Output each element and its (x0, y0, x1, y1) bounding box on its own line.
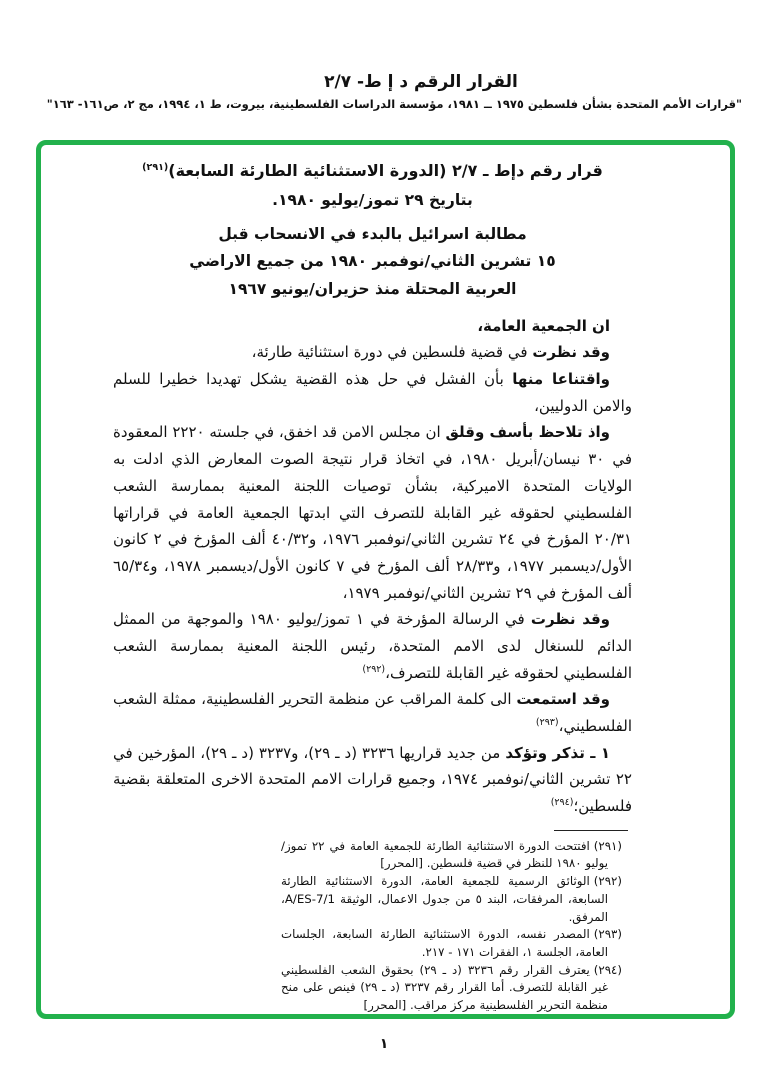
document-header (46, 72, 742, 111)
document-content (113, 157, 632, 1015)
footnote-292-text: الوثائق الرسمية للجمعية العامة، الدورة الاستثنائية الطارئة السابعة، المرفقات، البند ٥ من جدول الاعمال، الوثيقة A/ES-7/1، المرفق. (281, 874, 608, 924)
resolution-heading (113, 157, 632, 185)
resolution-heading-text: قرار رقم دإط ـ ٢/٧ (الدورة الاستثنائية الطارئة السابعة) (168, 161, 603, 180)
subject-line-3: العربية المحتلة منذ حزيران/يونيو ١٩٦٧ (228, 279, 517, 298)
paragraph-preamble-6: وقد استمعت الى كلمة المراقب عن منظمة التحرير الفلسطينية، ممثلة الشعب الفلسطيني،$^{(٢٩٣)}$ (113, 690, 632, 736)
footnote-ref-292: (٢٩٢) (362, 663, 386, 675)
footnote-separator-rule (554, 830, 628, 831)
paragraph-preamble-1: ان الجمعية العامة، (477, 316, 610, 335)
footnote-293 (281, 926, 622, 961)
footnote-ref-293: (٢٩٣) (535, 717, 559, 729)
resolution-date: بتاريخ ٢٩ تموز/يوليو ١٩٨٠. (272, 191, 473, 209)
footnote-291-text: افتتحت الدورة الاستثنائية الطارئة للجمعية العامة في ٢٢ تموز/يوليو ١٩٨٠ للنظر في قضية فلسطين. [المحرر] (281, 838, 608, 871)
footnote-293-number: (٢٩٣) (593, 927, 622, 942)
source-citation-line: "قرارات الأمم المتحدة بشأن فلسطين ١٩٧٥ ــ ١٩٨١، مؤسسة الدراسات الفلسطينية، بيروت، ط ١، ١٩٩٤، مج ٢، ص١٦١- ١٦٣" (46, 97, 742, 111)
footnote-ref-294: (٢٩٤) (550, 797, 574, 809)
resolution-number-title: القرار الرقم د إ ط- ٢/٧ (324, 72, 518, 92)
footnote-291-number: (٢٩١) (593, 838, 622, 853)
paragraph-operative-1: ١ ـ تذكر وتؤكد من جديد قراريها ٣٢٣٦ (د ـ ٢٩)، و٣٢٣٧ (د ـ ٢٩)، المؤرخين في ٢٢ تشرين الثاني/نوفمبر ١٩٧٤، وجميع قرارات الامم المتحدة الاخرى المتعلقة بقضية فلسطين؛$^{(٢٩٤)}$ (113, 743, 632, 816)
footnote-293-text: المصدر نفسه، الدورة الاستثنائية الطارئة السابعة، الجلسات العامة، الجلسة ١، الفقرات ١٧١ - ٢١٧. (281, 927, 608, 959)
footnote-294-text: يعترف القرار رقم ٣٢٣٦ (د ـ ٢٩) بحقوق الشعب الفلسطيني غير القابلة للتصرف. أما القرار رقم ٣٢٣٧ (د ـ ٢٩) فينص على منح منظمة التحرير الفلسطينية مركز مراقب. [المحرر] (281, 962, 608, 1012)
footnote-292-number: (٢٩٢) (593, 874, 622, 889)
footnote-294 (281, 962, 622, 1015)
subject-line-2: ١٥ تشرين الثاني/نوفمبر ١٩٨٠ من جميع الاراضي (189, 252, 556, 271)
footnote-291 (281, 838, 622, 873)
green-border-frame (36, 140, 735, 1019)
footnote-ref-291: (٢٩١) (142, 162, 169, 173)
paragraph-preamble-2: وقد نظرت في قضية فلسطين في دورة استثنائية طارئة، (251, 343, 610, 362)
footnote-292 (281, 873, 622, 926)
page-number: ١ (379, 1036, 389, 1052)
paragraph-preamble-5: وقد نظرت في الرسالة المؤرخة في ١ تموز/يوليو ١٩٨٠ والموجهة من الممثل الدائم للسنغال لدى الامم المتحدة، رئيس اللجنة المعنية بممارسة الشعب الفلسطيني لحقوقه غير القابلة للتصرف،$^{(٢٩٢)}$ (113, 610, 632, 682)
resolution-body (113, 313, 632, 820)
footnotes-block (281, 838, 622, 1015)
resolution-subject (113, 221, 632, 302)
footnote-294-number: (٢٩٤) (593, 962, 622, 977)
paragraph-preamble-4: واذ تلاحظ بأسف وقلق ان مجلس الامن قد اخفق، في جلسته ٢٢٢٠ المعقودة في ٣٠ نيسان/أبريل ١٩٨٠، في اتخاذ قرار نتيجة الصوت المعارض الذي ادلت به الولايات المتحدة الاميركية، بشأن توصيات اللجنة المعنية بممارسة الشعب الفلسطيني لحقوقه غير القابلة للتصرف التي ابدتها الجمعية العامة في قراراتها ٢٠/٣١ المؤرخ في ٢٤ تشرين الثاني/نوفمبر ١٩٧٦، و٤٠/٣٢ ألف المؤرخ في ٢ كانون الأول/ديسمبر ١٩٧٧، و٢٨/٣٣ ألف المؤرخ في ٧ كانون الأول/ديسمبر ١٩٧٨، و٦٥/٣٤ ألف المؤرخ في ٢٩ تشرين الثاني/نوفمبر ١٩٧٩، (113, 423, 632, 602)
subject-line-1: مطالبة اسرائيل بالبدء في الانسحاب قبل (218, 225, 527, 244)
paragraph-preamble-3: واقتناعا منها بأن الفشل في حل هذه القضية يشكل تهديدا خطيرا للسلم والامن الدوليين، (113, 370, 632, 415)
